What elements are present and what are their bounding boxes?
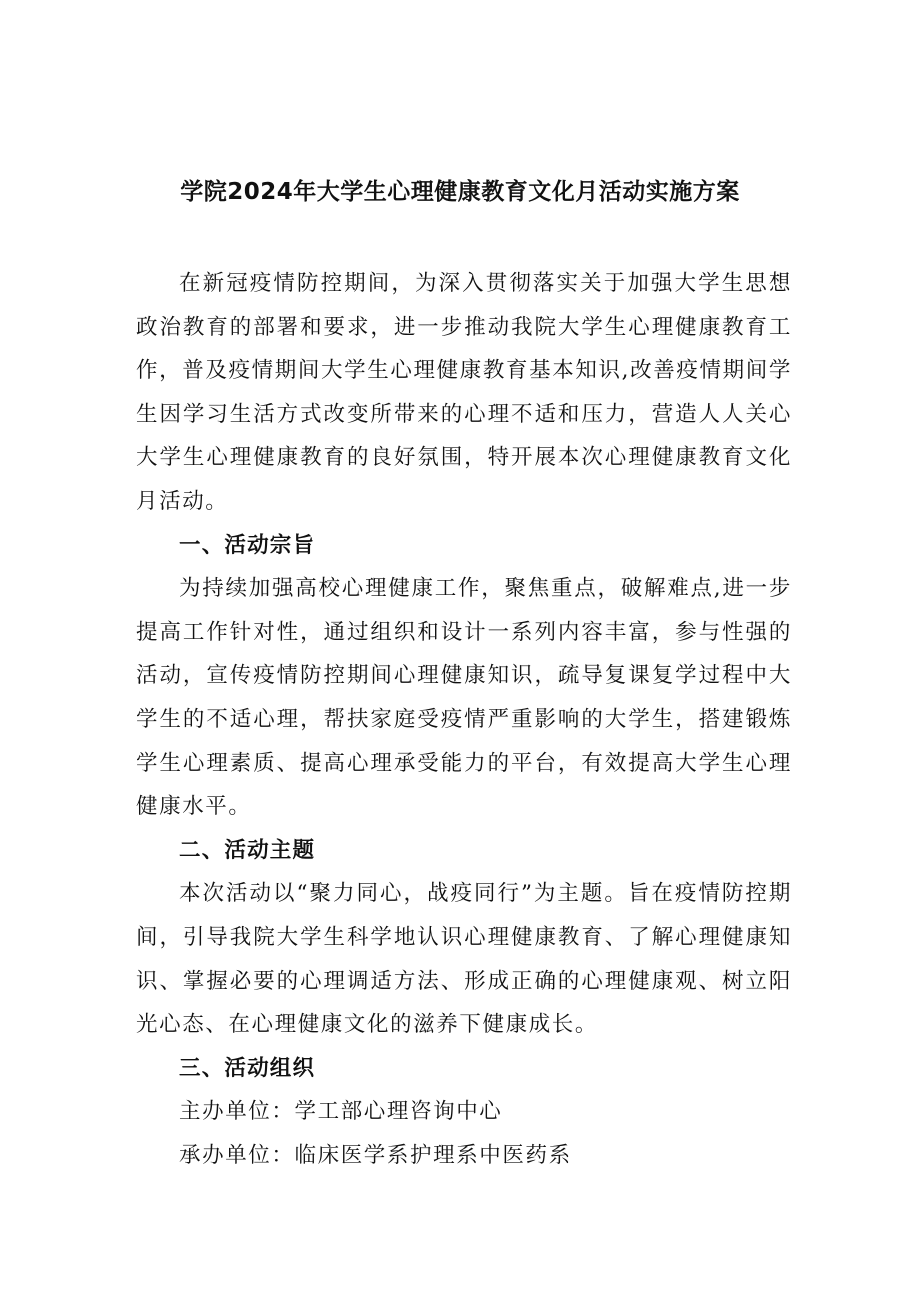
co-organizer-line: 承办单位：临床医学系护理系中医药系 <box>179 1142 572 1168</box>
section-heading-purpose: 一、活动宗旨 <box>179 532 316 558</box>
theme-paragraph: 本次活动以“聚力同心，战疫同行”为主题。旨在疫情防控期间，引导我院大学生科学地认识心理健康教育、了解心理健康知识、掌握必要的心理调适方法、形成正确的心理健康观、树立阳光心态、在心理健康文化的滋养下健康成长。 <box>136 881 792 1038</box>
section-heading-organization: 三、活动组织 <box>179 1055 316 1081</box>
document-body <box>136 262 792 1177</box>
purpose-paragraph: 为持续加强高校心理健康工作，聚焦重点，破解难点,进一步提高工作针对性，通过组织和设计一系列内容丰富，参与性强的活动，宣传疫情防控期间心理健康知识，疏导复课复学过程中大学生的不适心理，帮扶家庭受疫情严重影响的大学生，搭建锻炼学生心理素质、提高心理承受能力的平台，有效提高大学生心理健康水平。 <box>136 576 792 820</box>
document-title: 学院2024年大学生心理健康教育文化月活动实施方案 <box>180 179 740 205</box>
intro-paragraph: 在新冠疫情防控期间，为深入贯彻落实关于加强大学生思想政治教育的部署和要求，进一步推动我院大学生心理健康教育工作，普及疫情期间大学生心理健康教育基本知识,改善疫情期间学生因学习生活方式改变所带来的心理不适和压力，营造人人关心大学生心理健康教育的良好氛围，特开展本次心理健康教育文化月活动。 <box>136 271 792 514</box>
section-heading-theme: 二、活动主题 <box>179 837 316 863</box>
organizer-line: 主办单位：学工部心理咨询中心 <box>179 1099 503 1125</box>
